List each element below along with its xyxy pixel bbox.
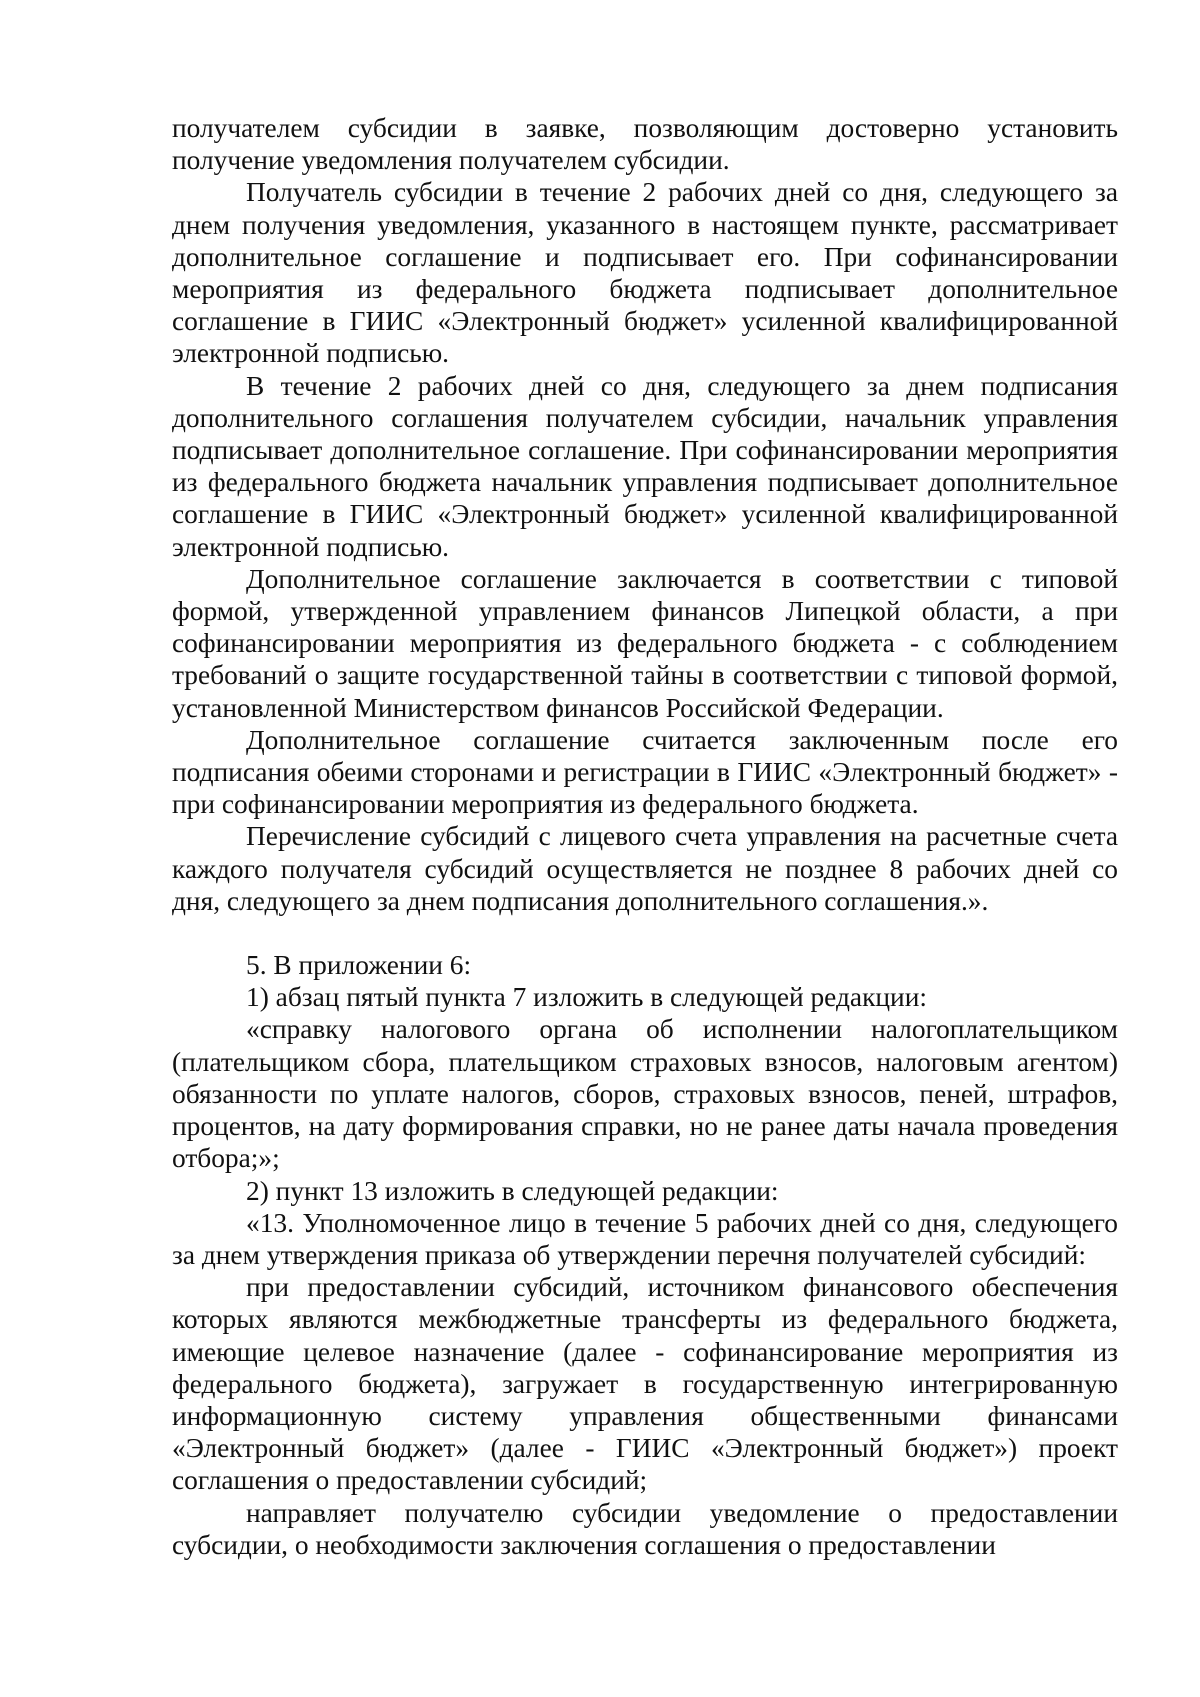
paragraph-recipient-signs: Получатель субсидии в течение 2 рабочих дней со дня, следующего за днем получения уведомления, указанного в настоящем пункте, рассматривает дополнительное соглашение и подписывает его. При софинансировании мероприятия из федерального бюджета подписывает дополнительное соглашение в ГИИС «Электронный бюджет» усиленной квалифицированной электронной подписью. (172, 177, 1118, 369)
paragraph-point-13: «13. Уполномоченное лицо в течение 5 рабочих дней со дня, следующего за днем утверждения приказа об утверждении перечня получателей субсидий: (172, 1207, 1118, 1270)
paragraph-item-1: 1) абзац пятый пункта 7 изложить в следующей редакции: (246, 982, 927, 1013)
paragraph-appendix-6: 5. В приложении 6: (246, 950, 472, 981)
paragraph-typical-form: Дополнительное соглашение заключается в соответствии с типовой формой, утвержденной управлением финансов Липецкой области, а при софинансировании мероприятия из федерального бюджета - с соблюдением требований о защите государственной тайны в соответствии с типовой формой, установленной Министерством финансов Российской Федерации. (172, 563, 1118, 723)
paragraph-transfer: Перечисление субсидий с лицевого счета управления на расчетные счета каждого получателя субсидий осуществляется не позднее 8 рабочих дней со дня, следующего за днем подписания дополнительного соглашения.». (172, 821, 1118, 916)
paragraph-agreement-concluded: Дополнительное соглашение считается заключенным после его подписания обеими сторонами и регистрации в ГИИС «Электронный бюджет» - при софинансировании мероприятия из федерального бюджета. (172, 724, 1118, 820)
paragraph-item-2: 2) пункт 13 изложить в следующей редакции: (246, 1175, 779, 1206)
paragraph-continuation: получателем субсидии в заявке, позволяющим достоверно установить получение уведомления получателем субсидии. (172, 113, 1118, 176)
paragraph-notification: направляет получателю субсидии уведомление о предоставлении субсидии, о необходимости заключения соглашения о предоставлении (172, 1497, 1118, 1560)
document-page (172, 112, 1118, 1561)
paragraph-cofinancing: при предоставлении субсидий, источником финансового обеспечения которых являются межбюджетные трансферты из федерального бюджета, имеющие целевое назначение (далее - софинансирование мероприятия из федерального бюджета), загружает в государственную интегрированную информационную систему управления общественными финансами «Электронный бюджет» (далее - ГИИС «Электронный бюджет») проект соглашения о предоставлении субсидий; (172, 1272, 1118, 1496)
paragraph-tax-certificate: «справку налогового органа об исполнении налогоплательщиком (плательщиком сбора, плательщиком страховых взносов, налоговым агентом) обязанности по уплате налогов, сборов, страховых взносов, пеней, штрафов, процентов, на дату формирования справки, но не ранее даты начала проведения отбора;»; (172, 1014, 1118, 1174)
paragraph-head-signs: В течение 2 рабочих дней со дня, следующего за днем подписания дополнительного соглашения получателем субсидии, начальник управления подписывает дополнительное соглашение. При софинансировании мероприятия из федерального бюджета начальник управления подписывает дополнительное соглашение в ГИИС «Электронный бюджет» усиленной квалифицированной электронной подписью. (172, 370, 1118, 562)
